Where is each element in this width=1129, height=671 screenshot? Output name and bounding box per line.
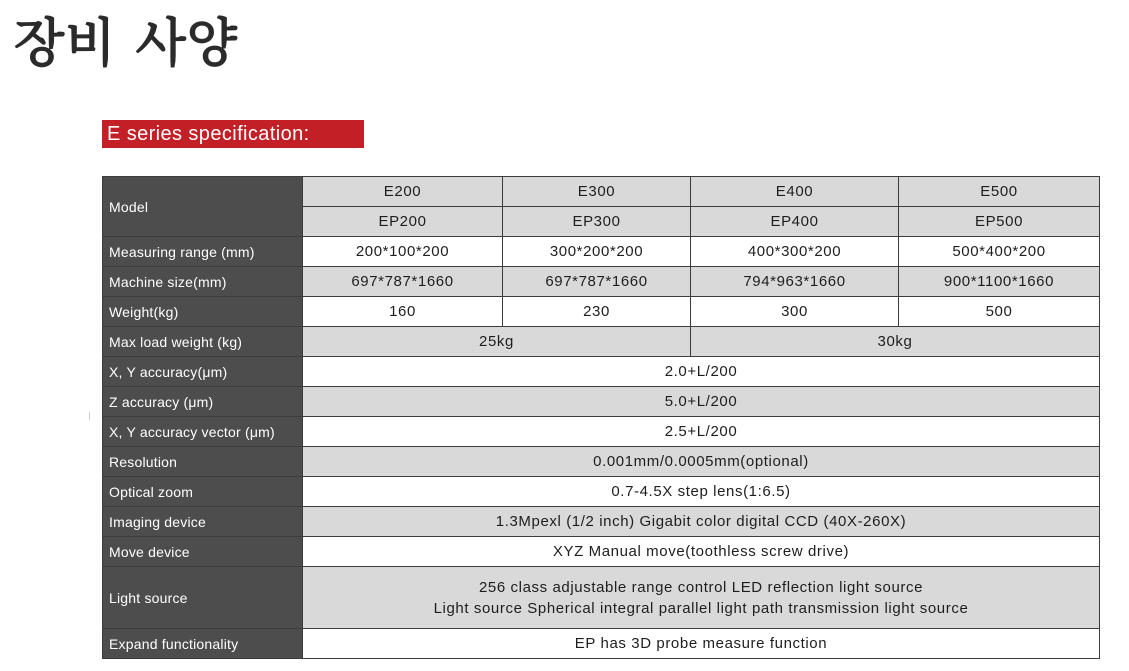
row-label: Machine size(mm) — [103, 267, 303, 297]
table-cell: 500*400*200 — [899, 237, 1100, 267]
model-cell: E300 — [503, 177, 691, 207]
table-cell: 0.7-4.5X step lens(1:6.5) — [303, 477, 1100, 507]
model-cell: E400 — [691, 177, 899, 207]
table-cell: 2.5+L/200 — [303, 417, 1100, 447]
row-label: Move device — [103, 537, 303, 567]
table-cell: 697*787*1660 — [303, 267, 503, 297]
light-source-line-1: 256 class adjustable range control LED reflection light source — [478, 578, 924, 596]
row-label: Expand functionality — [103, 629, 303, 659]
page-title: 장비 사양 — [14, 14, 239, 74]
row-label: Model — [103, 177, 303, 237]
row-label: Measuring range (mm) — [103, 237, 303, 267]
table-row — [103, 537, 1100, 567]
table-row — [103, 477, 1100, 507]
table-cell: 25kg — [303, 327, 691, 357]
table-row — [103, 327, 1100, 357]
table-row — [103, 177, 1100, 207]
table-cell: 5.0+L/200 — [303, 387, 1100, 417]
table-cell: 230 — [503, 297, 691, 327]
table-cell: XYZ Manual move(toothless screw drive) — [303, 537, 1100, 567]
model-cell: EP200 — [303, 207, 503, 237]
table-cell: 1.3Mpexl (1/2 inch) Gigabit color digital CCD (40X-260X) — [303, 507, 1100, 537]
table-row — [103, 447, 1100, 477]
table-cell: 400*300*200 — [691, 237, 899, 267]
table-cell: 794*963*1660 — [691, 267, 899, 297]
table-row — [103, 267, 1100, 297]
table-cell: 160 — [303, 297, 503, 327]
table-row — [103, 237, 1100, 267]
table-cell: EP has 3D probe measure function — [303, 629, 1100, 659]
table-cell: 697*787*1660 — [503, 267, 691, 297]
table-cell: 0.001mm/0.0005mm(optional) — [303, 447, 1100, 477]
row-label: Imaging device — [103, 507, 303, 537]
edge-mark — [89, 412, 90, 420]
table-cell: 200*100*200 — [303, 237, 503, 267]
spec-table — [102, 176, 1100, 659]
model-cell: EP300 — [503, 207, 691, 237]
model-cell: EP500 — [899, 207, 1100, 237]
table-row — [103, 357, 1100, 387]
table-cell: 900*1100*1660 — [899, 267, 1100, 297]
table-cell: 500 — [899, 297, 1100, 327]
model-cell: E500 — [899, 177, 1100, 207]
table-row — [103, 507, 1100, 537]
table-cell: 300 — [691, 297, 899, 327]
row-label: Optical zoom — [103, 477, 303, 507]
table-cell — [303, 567, 1100, 629]
row-label: Light source — [103, 567, 303, 629]
row-label: Z accuracy (μm) — [103, 387, 303, 417]
row-label: Resolution — [103, 447, 303, 477]
table-row — [103, 567, 1100, 629]
table-cell: 30kg — [691, 327, 1100, 357]
model-cell: E200 — [303, 177, 503, 207]
table-row — [103, 297, 1100, 327]
table-row — [103, 629, 1100, 659]
model-cell: EP400 — [691, 207, 899, 237]
row-label: X, Y accuracy(μm) — [103, 357, 303, 387]
row-label: Weight(kg) — [103, 297, 303, 327]
table-row — [103, 417, 1100, 447]
table-cell: 2.0+L/200 — [303, 357, 1100, 387]
series-banner: E series specification: — [102, 120, 364, 148]
row-label: X, Y accuracy vector (μm) — [103, 417, 303, 447]
table-cell: 300*200*200 — [503, 237, 691, 267]
row-label: Max load weight (kg) — [103, 327, 303, 357]
light-source-line-2: Light source Spherical integral parallel light path transmission light source — [433, 599, 969, 617]
table-row — [103, 387, 1100, 417]
